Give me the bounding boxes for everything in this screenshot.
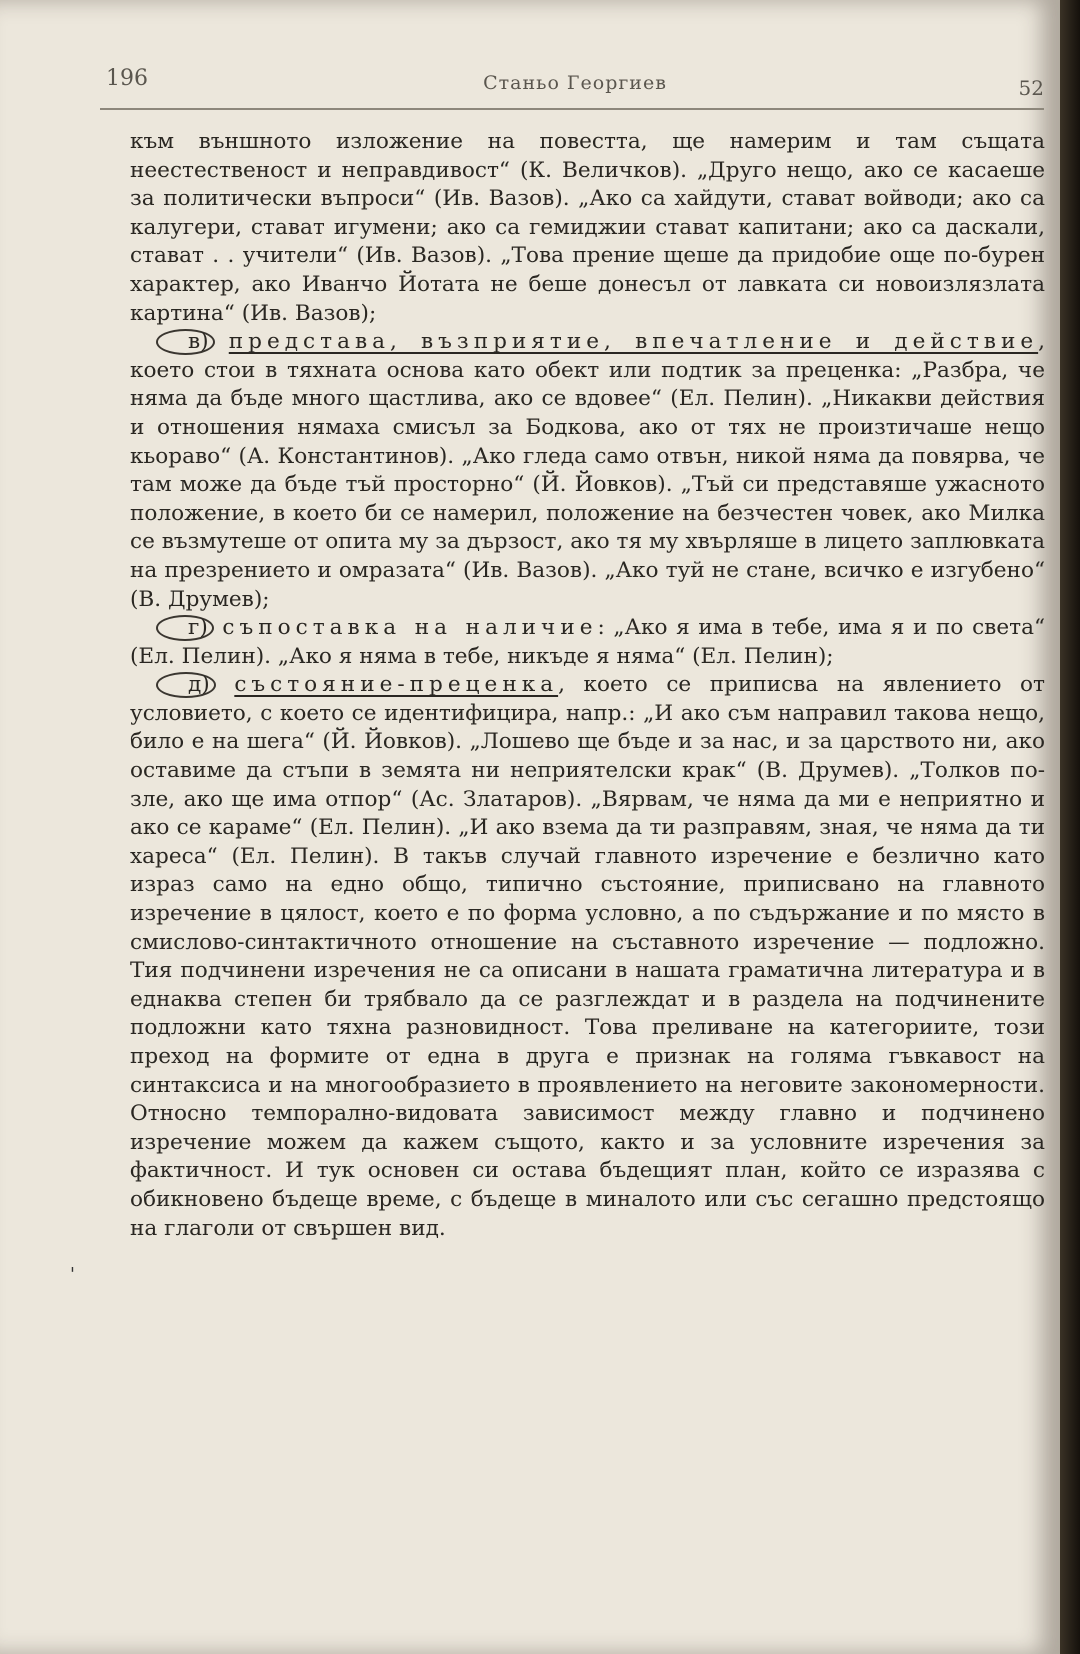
running-title: Станьо Георгиев bbox=[483, 72, 667, 94]
body-text bbox=[130, 128, 1045, 1243]
paragraph-2 bbox=[130, 328, 1045, 614]
paragraph-text: , което се приписва на явлението от условието, с което се идентифицира, напр.: „И ако съм направил такова нещо, било е на шега“ (Й. Йовков). „Лошево ще бъде и за нас, и за царството ни, ако оставиме да стъпи в земята ни неприятелски крак“ (В. Друмев). „Толков по-зле, ако ще има отпор“ (Ас. Златаров). „Вярвам, че няма да ми е неприятно и ако се караме“ (Ел. Пелин). „И ако взема да ти разправям, зная, че няма да ти хареса“ (Ел. Пелин). В такъв случай главното изречение е безлично като израз само на едно общо, типично състояние, приписвано на главното изречение в цялост, което е по форма условно, а по съдържание и по място в смислово-синтактичното отношение на съставното изречение — подложно. Тия подчинени изречения не са описани в нашата граматична литература и в еднаква степен би трябвало да се разглеждат и в раздела на подчинените подложни като тяхна разновидност. Това преливане на категориите, този преход на формите от една в друга е признак на голяма гъвкавост на синтаксиса и на многообразието в проявлението на неговите закономерности. Относно темпорално-видовата зависимост между главно и подчинено изречение можем да кажем същото, както и за условните изречения за фактичност. И тук основен си остава бъдещият план, който се изразява с обикновено бъдеще време, с бъдеще в миналото или със сегашно предстоящо на глаголи от свършен вид. bbox=[130, 672, 1045, 1241]
item-term: състояние-преценка bbox=[234, 672, 559, 698]
page-number: 196 bbox=[106, 66, 148, 91]
paragraph-1 bbox=[130, 128, 1045, 328]
signature-mark: 52 bbox=[1018, 76, 1044, 100]
margin-mark: ' bbox=[70, 1264, 75, 1285]
page-header bbox=[106, 62, 1044, 102]
paragraph-text: , което стои в тяхната основа като обект или подтик за преценка: „Разбра, че няма да бъде много щастлива, ако се вдовее“ (Ел. Пелин). „Никакви действия и отношения нямаха смисъл за Бодкова, ако от тях не произтичаше нещо кьораво“ (А. Константинов). „Ако гледа само отвън, никой няма да повярва, че там може да бъде тъй просторно“ (Й. Йовков). „Тъй си представяше ужасното положение, в което би се намерил, положение на безчестен човек, ако Милка се възмутеше от опита му за дързост, ако тя му хвърляше в лицето заплювката на презрението и омразата“ (Ив. Вазов). „Ако туй не стане, всичко е изгубено“ (В. Друмев); bbox=[130, 329, 1045, 612]
page-edge-shadow bbox=[1060, 0, 1080, 1654]
paragraph-text: : „Ако я има в тебе, има я и по света“ (Ел. Пелин). „Ако я няма в тебе, никъде я няма“ (Ел. Пелин); bbox=[130, 615, 1045, 669]
item-term: съпоставка на наличие bbox=[222, 615, 598, 641]
paragraph-3 bbox=[130, 614, 1045, 671]
item-marker-v: в) bbox=[156, 329, 215, 355]
paragraph-text: към външното изложение на повестта, ще намерим и там същата неестественост и неправдивост“ (К. Величков). „Друго нещо, ако се касаеше за политически въпроси“ (Ив. Вазов). „Ако са хайдути, стават войводи; ако са калугери, стават игумени; ако са гемиджии стават капитани; ако са даскали, стават . . учители“ (Ив. Вазов). „Това прение щеше да придобие още по-бурен характер, ако Иванчо Йотата не беше донесъл от лавката си новоизлязлата картина“ (Ив. Вазов); bbox=[130, 129, 1045, 326]
item-term: представа, възприятие, впечатление и действие bbox=[228, 329, 1039, 355]
paragraph-4 bbox=[130, 671, 1045, 1243]
header-rule bbox=[100, 108, 1044, 110]
item-marker-g: г) bbox=[156, 615, 214, 641]
item-marker-d: д) bbox=[156, 672, 216, 698]
